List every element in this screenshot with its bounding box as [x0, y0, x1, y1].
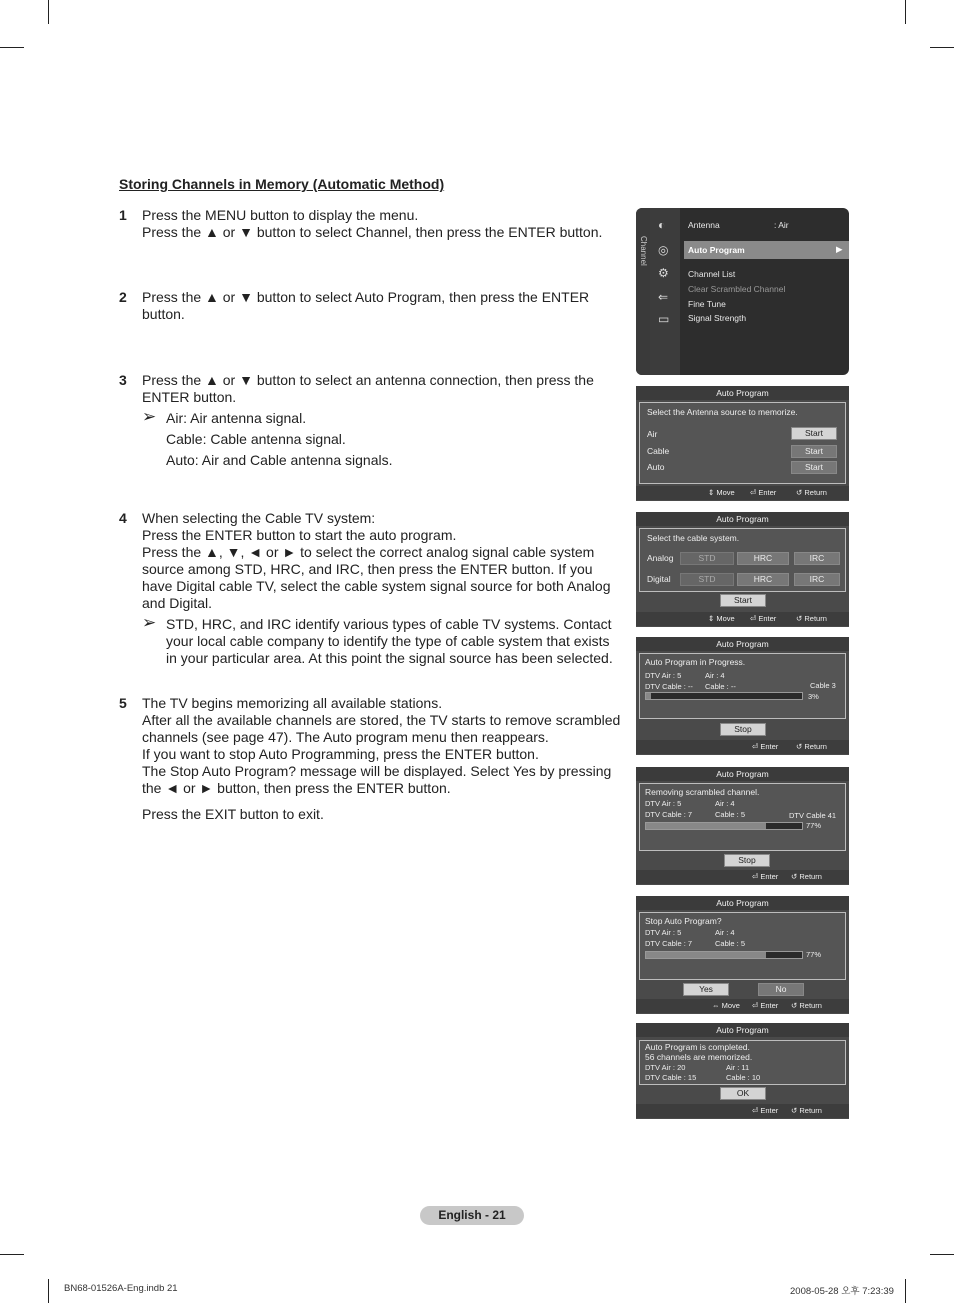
cable-count: Cable : 10 — [726, 1073, 761, 1082]
return-hint: ↺ Return — [791, 1106, 822, 1115]
status-text: Auto Program in Progress. — [645, 657, 746, 667]
step-text: Press the ▲, ▼, ◄ or ► to select the correct analog signal cable system source among STD, HRC, and IRC, then press the ENTER button. If you have Digital cable TV, select the cable system signal source for both Analog and Digital. — [142, 544, 611, 611]
antenna-value: : Air — [774, 220, 789, 230]
screen-panel — [639, 912, 846, 980]
step-number: 2 — [119, 289, 127, 305]
step-text: When selecting the Cable TV system: — [142, 510, 376, 526]
start-button[interactable]: Start — [720, 594, 766, 607]
air-count: Air : 4 — [705, 671, 725, 680]
enter-label: Enter — [760, 872, 779, 881]
menu-side-tab — [636, 208, 650, 375]
screen-panel — [639, 1040, 846, 1085]
screen-footer — [636, 486, 849, 500]
screen-footer — [636, 870, 849, 884]
enter-hint: ⏎ Enter — [752, 742, 779, 751]
enter-label: Enter — [758, 614, 777, 623]
note-text: Auto: Air and Cable antenna signals. — [166, 452, 393, 468]
step-text: Press the ▲ or ▼ button to select Auto Program, then press the ENTER button. — [142, 289, 590, 322]
enter-hint: ⏎ Enter — [750, 614, 777, 623]
menu-item-clear-scrambled[interactable]: Clear Scrambled Channel — [688, 284, 786, 294]
note-text: Cable: Cable antenna signal. — [166, 431, 346, 447]
input-icon[interactable]: ⇐ — [658, 290, 669, 304]
screen-title: Auto Program — [636, 637, 849, 651]
screen-panel — [639, 653, 846, 719]
note-arrow-icon: ➢ — [142, 613, 157, 632]
enter-label: Enter — [760, 1001, 779, 1010]
status-text: Auto Program is completed. — [645, 1042, 750, 1052]
step-number: 5 — [119, 695, 127, 711]
progress-screen — [636, 637, 849, 755]
page-number: English - 21 — [420, 1206, 524, 1225]
progress-bar — [645, 951, 803, 959]
step-text: If you want to stop Auto Programming, press the ENTER button. — [142, 746, 539, 762]
enter-hint: ⏎ Enter — [750, 488, 777, 497]
menu-item-auto-program[interactable]: Auto Program — [688, 245, 745, 255]
progress-bar — [645, 692, 803, 700]
crop-mark — [48, 1279, 49, 1303]
hrc-digital-button[interactable]: HRC — [737, 573, 789, 586]
dtv-air-count: DTV Air : 20 — [645, 1063, 686, 1072]
dtv-cable-count: DTV Cable : 7 — [645, 939, 693, 948]
removing-scrambled-screen — [636, 767, 849, 885]
footer-file: BN68-01526A-Eng.indb 21 — [64, 1283, 178, 1294]
menu-side-label: Channel — [639, 236, 648, 266]
menu-item-fine-tune[interactable]: Fine Tune — [688, 299, 726, 309]
menu-item-antenna[interactable]: Antenna — [688, 220, 720, 230]
cable-count: Cable : -- — [705, 682, 736, 691]
dtv-cable-count: DTV Cable : 15 — [645, 1073, 697, 1082]
irc-digital-button[interactable]: IRC — [794, 573, 840, 586]
menu-item-signal-strength[interactable]: Signal Strength — [688, 313, 747, 323]
step-text: Press the EXIT button to exit. — [142, 806, 324, 822]
crop-mark — [905, 1279, 906, 1303]
dtv-cable-count: DTV Cable : 7 — [645, 810, 693, 819]
screen-title: Auto Program — [636, 512, 849, 526]
irc-analog-button[interactable]: IRC — [794, 552, 840, 565]
progress-fill — [646, 952, 766, 958]
note-arrow-icon: ➢ — [142, 407, 157, 426]
return-hint: ↺ Return — [796, 488, 827, 497]
menu-item-channel-list[interactable]: Channel List — [688, 269, 736, 279]
step-text: The TV begins memorizing all available stations. — [142, 695, 443, 711]
return-label: Return — [799, 1001, 822, 1010]
dtv-air-count: DTV Air : 5 — [645, 928, 682, 937]
cable-count: Cable : 5 — [715, 810, 746, 819]
no-button[interactable]: No — [758, 983, 804, 996]
sound-icon[interactable]: ◎ — [658, 243, 669, 257]
section-title: Storing Channels in Memory (Automatic Method) — [119, 176, 445, 192]
prompt-text: Select the Antenna source to memorize. — [647, 407, 798, 417]
current-channel: Cable 3 — [810, 681, 836, 690]
step-number: 4 — [119, 510, 127, 526]
step-number: 3 — [119, 372, 127, 388]
move-hint: ⇕ Move — [708, 614, 735, 623]
note-text: STD, HRC, and IRC identify various types of cable TV systems. Contact your local cable company to identify the type of cable system that exists in your particular area. At this point the signal source has been selected. — [166, 616, 613, 666]
screen-title: Auto Program — [636, 386, 849, 400]
screen-footer — [636, 999, 849, 1013]
move-label: Move — [716, 488, 735, 497]
enter-hint: ⏎ Enter — [752, 1106, 779, 1115]
start-air-button[interactable]: Start — [791, 427, 837, 440]
channel-menu-screen — [636, 208, 849, 375]
step-text: Press the ▲ or ▼ button to select Channel, then press the ENTER button. — [142, 224, 603, 240]
note — [142, 407, 624, 469]
prompt-text: Select the cable system. — [647, 533, 740, 543]
progress-bar — [645, 822, 803, 830]
crop-mark — [0, 1254, 24, 1255]
move-hint: ⇕ Move — [708, 488, 735, 497]
enter-hint: ⏎ Enter — [752, 872, 779, 881]
return-label: Return — [804, 614, 827, 623]
dtv-air-count: DTV Air : 5 — [645, 671, 682, 680]
step-text: Press the MENU button to display the menu. — [142, 207, 419, 223]
std-analog-button[interactable]: STD — [680, 552, 734, 565]
air-count: Air : 4 — [715, 799, 735, 808]
stop-button[interactable]: Stop — [720, 723, 766, 736]
screen-panel — [639, 402, 846, 484]
enter-label: Enter — [760, 742, 779, 751]
crop-mark — [930, 47, 954, 48]
return-label: Return — [799, 1106, 822, 1115]
completed-screen — [636, 1023, 849, 1119]
dtv-air-count: DTV Air : 5 — [645, 799, 682, 808]
screen-footer — [636, 740, 849, 754]
note-text: Air: Air antenna signal. — [166, 410, 307, 426]
status-text: Removing scrambled channel. — [645, 787, 760, 797]
note — [142, 613, 624, 667]
enter-hint: ⏎ Enter — [752, 1001, 779, 1010]
screen-title: Auto Program — [636, 896, 849, 910]
step-text: Press the ▲ or ▼ button to select an antenna connection, then press the ENTER button. — [142, 372, 594, 405]
return-label: Return — [804, 742, 827, 751]
picture-icon[interactable]: ◐ — [658, 218, 666, 232]
enter-label: Enter — [758, 488, 777, 497]
return-label: Return — [799, 872, 822, 881]
crop-mark — [0, 47, 24, 48]
status-text: Stop Auto Program? — [645, 916, 722, 926]
step-number: 1 — [119, 207, 127, 223]
screen-footer — [636, 1104, 849, 1118]
screen-panel — [639, 528, 846, 592]
setup-icon[interactable]: ⚙ — [658, 266, 669, 280]
application-icon[interactable]: ▭ — [658, 312, 670, 326]
crop-mark — [930, 1254, 954, 1255]
screen-panel — [639, 783, 846, 851]
progress-percent: 3% — [808, 692, 819, 701]
cable-label: Cable — [647, 446, 670, 456]
std-digital-button[interactable]: STD — [680, 573, 734, 586]
screen-footer — [636, 612, 849, 626]
return-hint: ↺ Return — [796, 614, 827, 623]
ok-button[interactable]: OK — [720, 1087, 766, 1100]
progress-fill — [646, 823, 766, 829]
return-hint: ↺ Return — [796, 742, 827, 751]
return-label: Return — [804, 488, 827, 497]
return-hint: ↺ Return — [791, 872, 822, 881]
move-label: Move — [716, 614, 735, 623]
cable-count: Cable : 5 — [715, 939, 746, 948]
start-auto-button[interactable]: Start — [791, 461, 837, 474]
crop-mark — [905, 0, 906, 24]
footer-date: 2008-05-28 오후 7:23:39 — [790, 1286, 894, 1297]
yes-button[interactable]: Yes — [683, 983, 729, 996]
dtv-cable-count: DTV Cable : -- — [645, 682, 693, 691]
enter-label: Enter — [760, 1106, 779, 1115]
auto-label: Auto — [647, 462, 665, 472]
step-text: The Stop Auto Program? message will be displayed. Select Yes by pressing the ◄ or ► button, then press the ENTER button. — [142, 763, 612, 796]
progress-percent: 77% — [806, 950, 822, 959]
step-text: After all the available channels are stored, the TV starts to remove scrambled channels (see page 47). The Auto program menu then reappears. — [142, 712, 621, 745]
stop-confirm-screen — [636, 896, 849, 1014]
digital-label: Digital — [647, 574, 671, 584]
chevron-right-icon: ▶ — [836, 244, 843, 254]
return-hint: ↺ Return — [791, 1001, 822, 1010]
current-channel: DTV Cable 41 — [789, 811, 837, 820]
stop-button[interactable]: Stop — [724, 854, 770, 867]
step-text: Press the ENTER button to start the auto program. — [142, 527, 457, 543]
progress-fill — [646, 693, 651, 699]
move-label: Move — [721, 1001, 740, 1010]
crop-mark — [48, 0, 49, 24]
hrc-analog-button[interactable]: HRC — [737, 552, 789, 565]
status-text: 56 channels are memorized. — [645, 1052, 753, 1062]
progress-percent: 77% — [806, 821, 822, 830]
start-cable-button[interactable]: Start — [791, 445, 837, 458]
air-count: Air : 11 — [726, 1063, 750, 1072]
antenna-select-screen — [636, 386, 849, 501]
analog-label: Analog — [647, 553, 674, 563]
screen-title: Auto Program — [636, 767, 849, 781]
air-label: Air — [647, 429, 658, 439]
cable-system-screen — [636, 512, 849, 627]
move-hint: ⇔ Move — [712, 1001, 740, 1010]
air-count: Air : 4 — [715, 928, 735, 937]
screen-title: Auto Program — [636, 1023, 849, 1037]
